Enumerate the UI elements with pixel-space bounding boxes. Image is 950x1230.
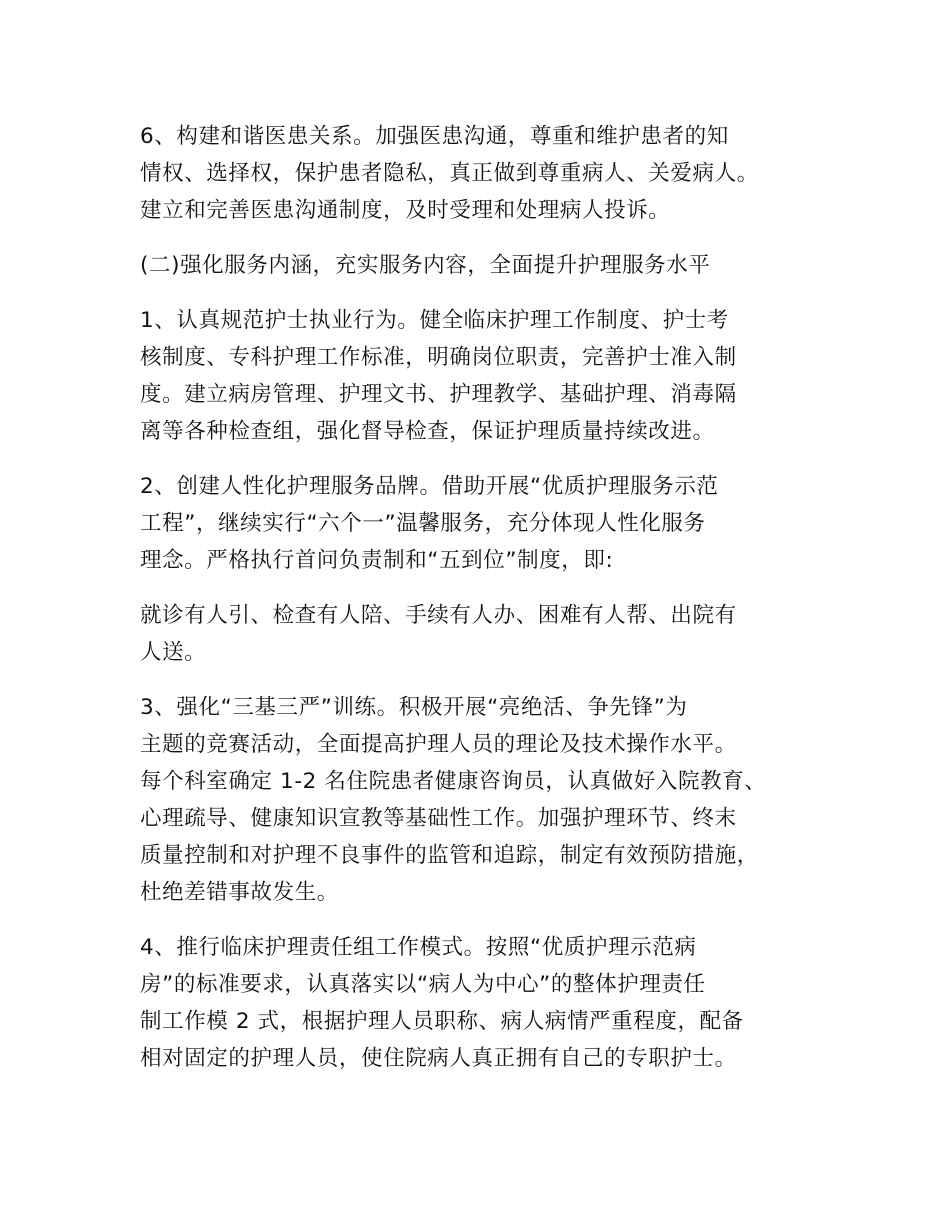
paragraph-responsibility-mode: [140, 929, 820, 1077]
text-line: 制工作模 2 式，根据护理人员职称、病人病情严重程度，配备: [140, 1009, 744, 1034]
text-line: 人送。: [140, 640, 207, 665]
text-line: 6、构建和谐医患关系。加强医患沟通，尊重和维护患者的知: [140, 124, 729, 149]
text-line: (二)强化服务内涵，充实服务内容，全面提升护理服务水平: [140, 253, 711, 278]
text-line: 核制度、专科护理工作标准，明确岗位职责，完善护士准入制: [140, 345, 737, 370]
text-line: 理念。严格执行首问负责制和“五到位”制度，即:: [140, 548, 614, 573]
text-line: 心理疏导、健康知识宣教等基础性工作。加强护理环节、终末: [140, 806, 737, 831]
text-line: 度。建立病房管理、护理文书、护理教学、基础护理、消毒隔: [140, 382, 737, 407]
text-line: 每个科室确定 1-2 名住院患者健康咨询员，认真做好入院教育、: [140, 769, 767, 794]
text-line: 1、认真规范护士执业行为。健全临床护理工作制度、护士考: [140, 308, 729, 333]
section-heading: [140, 247, 820, 284]
text-line: 主题的竞赛活动，全面提高护理人员的理论及技术操作水平。: [140, 732, 737, 757]
paragraph-training: [140, 689, 820, 911]
paragraph-service-brand: [140, 468, 820, 579]
text-line: 2、创建人性化护理服务品牌。借助开展“优质护理服务示范: [140, 474, 719, 499]
text-line: 房”的标准要求，认真落实以“病人为中心”的整体护理责任: [140, 972, 706, 997]
text-line: 4、推行临床护理责任组工作模式。按照“优质护理示范病: [140, 935, 697, 960]
paragraph-five-in-place: [140, 597, 820, 671]
document-body: [140, 118, 820, 1095]
text-line: 3、强化“三基三严”训练。积极开展“亮绝活、争先锋”为: [140, 695, 688, 720]
text-line: 情权、选择权，保护患者隐私，真正做到尊重病人、关爱病人。: [140, 161, 759, 186]
text-line: 杜绝差错事故发生。: [140, 880, 339, 905]
text-line: 就诊有人引、检查有人陪、手续有人办、困难有人帮、出院有: [140, 603, 737, 628]
text-line: 质量控制和对护理不良事件的监管和追踪，制定有效预防措施，: [140, 843, 759, 868]
paragraph-nurse-practice: [140, 302, 820, 450]
text-line: 工程”，继续实行“六个一”温馨服务，充分体现人性化服务: [140, 511, 706, 536]
paragraph-doctor-patient-relationship: [140, 118, 820, 229]
text-line: 建立和完善医患沟通制度，及时受理和处理病人投诉。: [140, 198, 671, 223]
text-line: 相对固定的护理人员，使住院病人真正拥有自己的专职护士。: [140, 1046, 737, 1071]
text-line: 离等各种检查组，强化督导检查，保证护理质量持续改进。: [140, 419, 715, 444]
